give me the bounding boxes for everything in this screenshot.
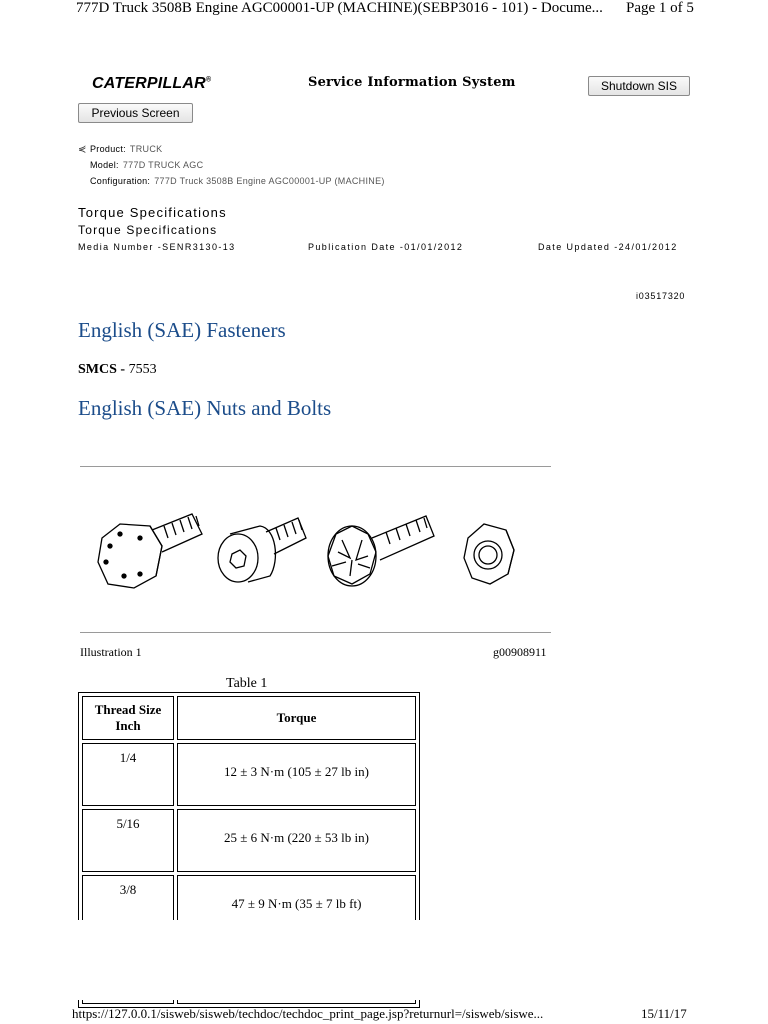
back-arrow-icon[interactable]: ⋞ [78,144,87,155]
hex-head-bolt-drawing [98,514,202,588]
logo-registered-mark: ® [205,76,212,84]
smcs-label: SMCS - [78,362,129,377]
socket-head-cap-screw-drawing [218,518,306,582]
document-id: i03517320 [636,291,686,301]
twelve-point-bolt-drawing [328,516,434,586]
thread-size-cell: 3/8 [82,875,174,938]
logo-text: CATERPILLAR [92,75,206,92]
smcs-code [78,362,157,378]
caterpillar-logo [92,75,211,93]
hex-nut-drawing [464,524,514,584]
table-header-row [82,696,416,740]
illustration-top-rule [80,466,551,467]
torque-cell: 47 ± 9 N·m (35 ± 7 lb ft) [177,875,416,938]
date-updated: Date Updated -24/01/2012 [538,242,678,252]
torque-cell: 25 ± 6 N·m (220 ± 53 lb in) [177,809,416,872]
product-row [90,144,162,154]
configuration-value: 777D Truck 3508B Engine AGC00001-UP (MACHINE) [154,176,385,186]
system-title: Service Information System [308,75,516,90]
heading-english-sae-nuts-bolts: English (SAE) Nuts and Bolts [78,396,332,420]
configuration-row [90,176,385,186]
model-label: Model: [90,160,119,170]
illustration-bottom-rule [80,632,551,633]
model-value: 777D TRUCK AGC [122,160,204,170]
thread-size-cell: 5/16 [82,809,174,872]
fasteners-illustration [80,480,560,620]
heading-english-sae-fasteners: English (SAE) Fasteners [78,318,286,342]
model-row [90,160,203,170]
print-header-page: Page 1 of 5 [626,0,694,16]
header-thread-size: Thread Size Inch [82,696,174,740]
illustration-label: Illustration 1 [80,645,142,659]
illustration-id: g00908911 [493,645,547,659]
torque-cell: 12 ± 3 N·m (105 ± 27 lb in) [177,743,416,806]
thread-size-cell: 1/4 [82,743,174,806]
table-row [82,743,416,806]
product-label: Product: [90,144,126,154]
doc-subtitle: Torque Specifications [78,223,218,237]
page-break-mask [0,920,768,1000]
product-value: TRUCK [129,144,163,154]
media-number: Media Number -SENR3130-13 [78,242,236,252]
publication-date: Publication Date -01/01/2012 [308,242,464,252]
previous-screen-button[interactable]: Previous Screen [78,103,193,123]
print-footer-date: 15/11/17 [641,1006,687,1021]
smcs-value: 7553 [128,362,157,377]
header-torque: Torque [177,696,416,740]
shutdown-sis-button[interactable]: Shutdown SIS [588,76,690,96]
print-header-title: 777D Truck 3508B Engine AGC00001-UP (MACHINE)(SEBP3016 - 101) - Docume... [76,0,603,16]
table-caption: Table 1 [226,676,268,691]
configuration-label: Configuration: [90,176,151,186]
table-row [82,809,416,872]
print-footer-url: https://127.0.0.1/sisweb/sisweb/techdoc/techdoc_print_page.jsp?returnurl=/sisweb/siswe... [72,1006,544,1021]
doc-title: Torque Specifications [78,205,227,220]
